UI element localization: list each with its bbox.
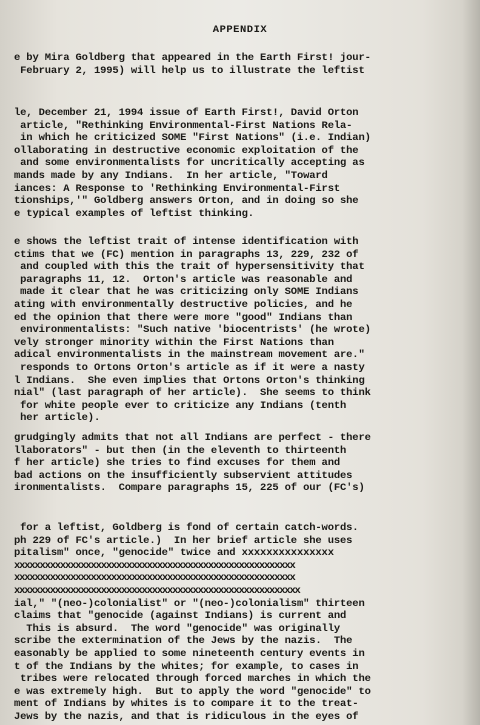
text-line: f her article) she tries to find excuses for them and <box>14 457 341 470</box>
text-line: her article). <box>14 412 101 425</box>
text-line: xxxxxxxxxxxxxxxxxxxxxxxxxxxxxxxxxxxxxxxxxxxxxxxxxxxxxxx <box>14 559 295 572</box>
document-title: APPENDIX <box>212 24 268 36</box>
text-line: claims that "genocide (against Indians) is current and <box>14 610 347 623</box>
text-line: environmentalists: "Such native 'biocentrists' (he wrote) <box>14 324 371 337</box>
text-line: t of the Indians by the whites; for example, to cases in <box>14 660 359 673</box>
text-line: xxxxxxxxxxxxxxxxxxxxxxxxxxxxxxxxxxxxxxxxxxxxxxxxxxxxxxxx <box>14 584 300 597</box>
text-line: l Indians. She even implies that Ortons Orton's thinking <box>14 374 365 387</box>
text-line: vely stronger minority within the First Nations than <box>14 336 334 349</box>
text-line: ctims that we (FC) mention in paragraphs 13, 229, 232 of <box>14 248 359 261</box>
text-line: article, "Rethinking Environmental-First Nations Rela- <box>14 119 353 132</box>
text-line: ironmentalists. Compare paragraphs 15, 225 of our (FC's) <box>14 482 365 495</box>
text-line: for a leftist, Goldberg is fond of certain catch-words. <box>14 522 359 534</box>
text-line: ating with environmentally destructive policies, and he <box>14 298 353 311</box>
text-line: in which he criticized SOME "First Nations" (i.e. Indian) <box>14 132 371 145</box>
text-line: and some environmentalists for uncritically accepting as <box>14 157 365 170</box>
text-line: This is absurd. The word "genocide" was originally <box>14 622 341 635</box>
text-line: ment of Indians by whites is to compare it to the treat- <box>14 698 359 711</box>
text-line: for white people ever to criticize any Indians (tenth <box>14 399 347 412</box>
text-line: e shows the leftist trait of intense identification with <box>14 236 359 248</box>
text-line: easonably be applied to some nineteenth century events in <box>14 647 365 660</box>
text-line: paragraphs 11, 12. Orton's article was reasonable and <box>14 273 353 286</box>
text-line: pitalism" once, "genocide" twice and xxxxxxxxxxxxxxx <box>14 547 334 560</box>
text-line: nial" (last paragraph of her article). She seems to think <box>14 387 371 400</box>
text-line: bad actions on the insufficiently subservient attitudes <box>14 469 353 482</box>
text-line: Jews by the nazis, and that is ridiculous in the eyes of <box>14 710 359 723</box>
text-line: e by Mira Goldberg that appeared in the Earth First! jour- <box>14 52 371 64</box>
paragraph-catch-words <box>14 522 474 724</box>
paragraph-intro <box>14 52 474 77</box>
text-line: adical environmentalists in the mainstream movement are." <box>14 349 365 362</box>
text-line: xxxxxxxxxxxxxxxxxxxxxxxxxxxxxxxxxxxxxxxxxxxxxxxxxxxxxxx <box>14 572 295 585</box>
text-line: e typical examples of leftist thinking. <box>14 207 254 220</box>
text-line: ollaborating in destructive economic exploitation of the <box>14 144 359 157</box>
text-line: grudgingly admits that not all Indians are perfect - there <box>14 432 371 444</box>
text-line: tionships,'" Goldberg answers Orton, and in doing so she <box>14 195 359 208</box>
text-line: scribe the extermination of the Jews by the nazis. The <box>14 635 353 648</box>
text-line: mands made by any Indians. In her article, "Toward <box>14 169 328 182</box>
text-line: and coupled with this the trait of hypersensitivity that <box>14 261 365 274</box>
text-line: le, December 21, 1994 issue of Earth First!, David Orton <box>14 107 359 119</box>
text-line: responds to Ortons Orton's article as if it were a nasty <box>14 361 365 374</box>
text-line: ed the opinion that there were more "good" Indians than <box>14 311 353 324</box>
text-line: iances: A Response to 'Rethinking Environmental-First <box>14 182 341 195</box>
text-line: made it clear that he was criticizing only SOME Indians <box>14 286 359 299</box>
text-line: tribes were relocated through forced marches in which the <box>14 673 371 686</box>
text-line: ial," "(neo-)colonialist" or "(neo-)colonialism" thirteen <box>14 597 365 610</box>
text-line: February 2, 1995) will help us to illustrate the leftist <box>14 64 365 77</box>
text-line: e was extremely high. But to apply the word "genocide" to <box>14 685 371 698</box>
text-line: llaborators" - but then (in the eleventh to thirteenth <box>14 444 347 457</box>
paragraph-orton-article <box>14 107 474 220</box>
paragraph-collaborators <box>14 432 474 495</box>
paragraph-leftist-trait <box>14 236 474 425</box>
text-line: ph 229 of FC's article.) In her brief article she uses <box>14 534 353 547</box>
